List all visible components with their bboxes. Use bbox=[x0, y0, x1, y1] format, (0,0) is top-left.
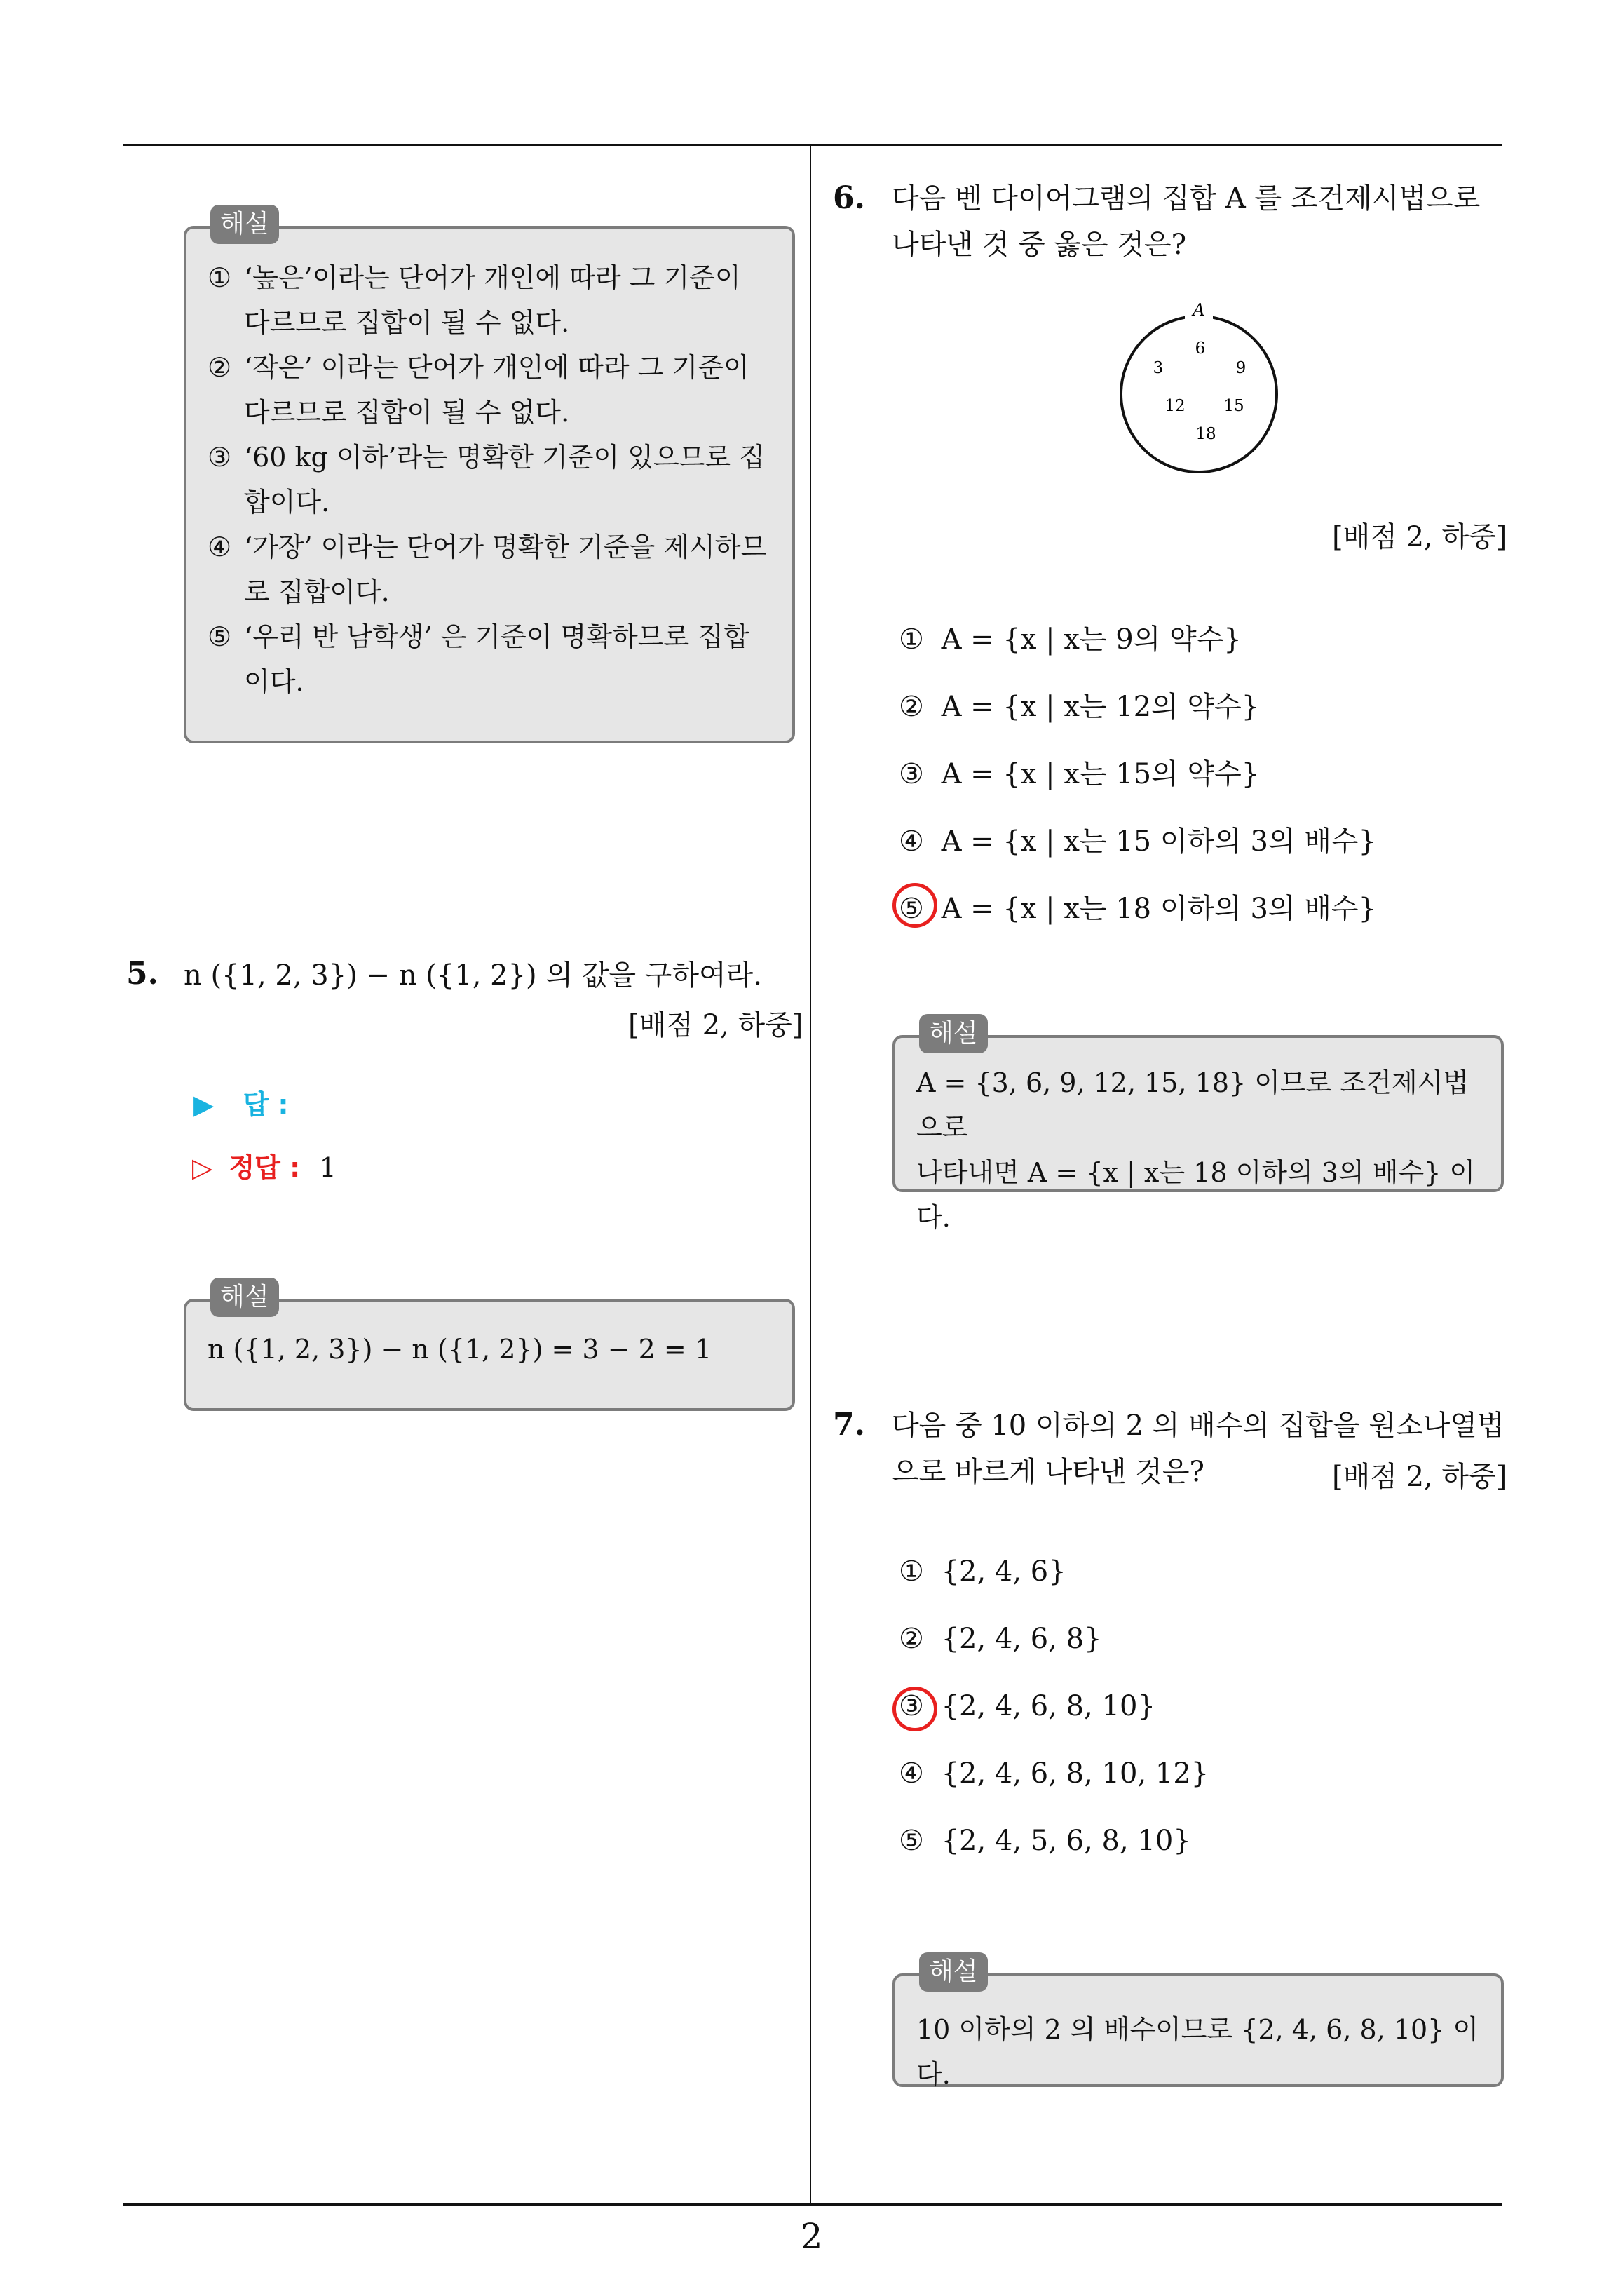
question-7-number: 7. bbox=[833, 1407, 865, 1443]
explanation-item: ② ‘작은’ 이라는 단어가 개인에 따라 그 기준이 다르므로 집합이 될 수 없다. bbox=[208, 352, 749, 428]
choice-text: {2, 4, 6, 8, 10, 12} bbox=[941, 1757, 1209, 1790]
explanation-tag: 해설 bbox=[919, 1952, 988, 1992]
choice-number: ⑤ bbox=[899, 893, 924, 925]
choice-number: ① bbox=[899, 623, 924, 656]
question-7-choice[interactable] bbox=[899, 1690, 1155, 1722]
question-6-choice[interactable] bbox=[899, 752, 1259, 792]
choice-number: ③ bbox=[899, 758, 924, 790]
venn-element: 3 bbox=[1153, 359, 1164, 377]
question-7-choice[interactable] bbox=[899, 1825, 1191, 1857]
explanation-text: n ({1, 2, 3}) − n ({1, 2}) = 3 − 2 = 1 bbox=[208, 1334, 712, 1365]
venn-element: 6 bbox=[1195, 339, 1206, 358]
question-7-choice[interactable] bbox=[899, 1555, 1066, 1588]
question-6-choice[interactable] bbox=[899, 684, 1259, 724]
question-5-explanation-box bbox=[184, 1283, 795, 1411]
explanation-text: 나타내면 A = {x | x는 18 이하의 3의 배수} 이다. bbox=[916, 1157, 1476, 1233]
choice-text: A = {x | x는 15 이하의 3의 배수} bbox=[941, 825, 1377, 858]
question-6-number: 6. bbox=[833, 180, 865, 216]
column-divider bbox=[810, 146, 811, 2203]
selected-answer-circle bbox=[892, 1687, 937, 1731]
venn-element: 12 bbox=[1164, 397, 1186, 415]
explanation-tag: 해설 bbox=[919, 1014, 988, 1053]
choice-text: {2, 4, 6, 8, 10} bbox=[941, 1690, 1155, 1722]
explanation-item: ① ‘높은’이라는 단어가 개인에 따라 그 기준이 다르므로 집합이 될 수 없다. bbox=[208, 262, 741, 338]
choice-number: ④ bbox=[899, 825, 924, 858]
choice-text: A = {x | x는 15의 약수} bbox=[941, 758, 1260, 790]
question-6-score: [배점 2, 하중] bbox=[1332, 521, 1507, 553]
explanation-item: ④ ‘가장’ 이라는 단어가 명확한 기준을 제시하므로 집합이다. bbox=[208, 532, 767, 607]
choice-number: ② bbox=[899, 691, 924, 723]
explanation-item: ③ ‘60 kg 이하’라는 명확한 기준이 있으므로 집합이다. bbox=[208, 442, 765, 518]
choice-text: A = {x | x는 18 이하의 3의 배수} bbox=[941, 893, 1377, 925]
question-5-text: n ({1, 2, 3}) − n ({1, 2}) 의 값을 구하여라. bbox=[184, 959, 762, 992]
correct-marker-icon: ▷ bbox=[192, 1152, 213, 1183]
choice-number: ② bbox=[899, 1623, 924, 1655]
selected-answer-circle bbox=[892, 883, 937, 928]
correct-answer bbox=[192, 1146, 337, 1184]
prev-explanation-box bbox=[184, 210, 795, 743]
choice-text: A = {x | x는 9의 약수} bbox=[941, 623, 1242, 656]
explanation-tag: 해설 bbox=[210, 1278, 279, 1317]
header-rule bbox=[123, 144, 1502, 146]
venn-element: 15 bbox=[1223, 397, 1244, 415]
choice-number: ⑤ bbox=[899, 1825, 924, 1857]
question-5-number: 5. bbox=[126, 956, 158, 992]
question-6-explanation-box bbox=[892, 1019, 1504, 1233]
page-number: 2 bbox=[800, 2216, 823, 2257]
explanation-text: 10 이하의 2 의 배수이므로 {2, 4, 6, 8, 10} 이다. bbox=[916, 2014, 1479, 2090]
venn-set-label: A bbox=[1193, 300, 1205, 320]
question-7-choice[interactable] bbox=[899, 1623, 1102, 1655]
choice-text: {2, 4, 6} bbox=[941, 1555, 1066, 1588]
footer-rule bbox=[123, 2203, 1502, 2206]
question-6-text: 다음 벤 다이어그램의 집합 A 를 조건제시법으로 나타낸 것 중 옳은 것은? bbox=[892, 182, 1481, 261]
choice-number: ④ bbox=[899, 1757, 924, 1790]
answer-marker-icon: ▶ bbox=[193, 1089, 215, 1120]
question-6-choice[interactable] bbox=[899, 819, 1376, 859]
explanation-item: ⑤ ‘우리 반 남학생’ 은 기준이 명확하므로 집합이다. bbox=[208, 621, 749, 697]
venn-element: 9 bbox=[1235, 359, 1247, 377]
question-6-choice[interactable] bbox=[899, 617, 1242, 657]
explanation-text: A = {3, 6, 9, 12, 15, 18} 이므로 조건제시법으로 bbox=[916, 1067, 1469, 1143]
choice-number: ③ bbox=[899, 1690, 924, 1722]
choice-text: {2, 4, 6, 8} bbox=[941, 1623, 1102, 1655]
correct-value: 1 bbox=[319, 1152, 337, 1183]
question-6-choice[interactable] bbox=[899, 886, 1376, 926]
answer-blank[interactable] bbox=[193, 1083, 289, 1121]
question-5-score: [배점 2, 하중] bbox=[628, 1009, 803, 1041]
venn-diagram bbox=[1112, 299, 1286, 473]
venn-element: 18 bbox=[1195, 425, 1216, 443]
explanation-tag: 해설 bbox=[210, 205, 279, 244]
question-7-explanation-box bbox=[892, 1957, 1504, 2090]
answer-label: 답 : bbox=[243, 1089, 289, 1120]
question-7-text: 다음 중 10 이하의 2 의 배수의 집합을 원소나열법으로 바르게 나타낸 것은? bbox=[892, 1410, 1505, 1488]
question-7-score: [배점 2, 하중] bbox=[1332, 1461, 1507, 1493]
choice-text: {2, 4, 5, 6, 8, 10} bbox=[941, 1825, 1191, 1857]
correct-label: 정답 : bbox=[229, 1152, 301, 1183]
question-7-choice[interactable] bbox=[899, 1757, 1209, 1790]
choice-number: ① bbox=[899, 1555, 924, 1588]
choice-text: A = {x | x는 12의 약수} bbox=[941, 691, 1260, 723]
